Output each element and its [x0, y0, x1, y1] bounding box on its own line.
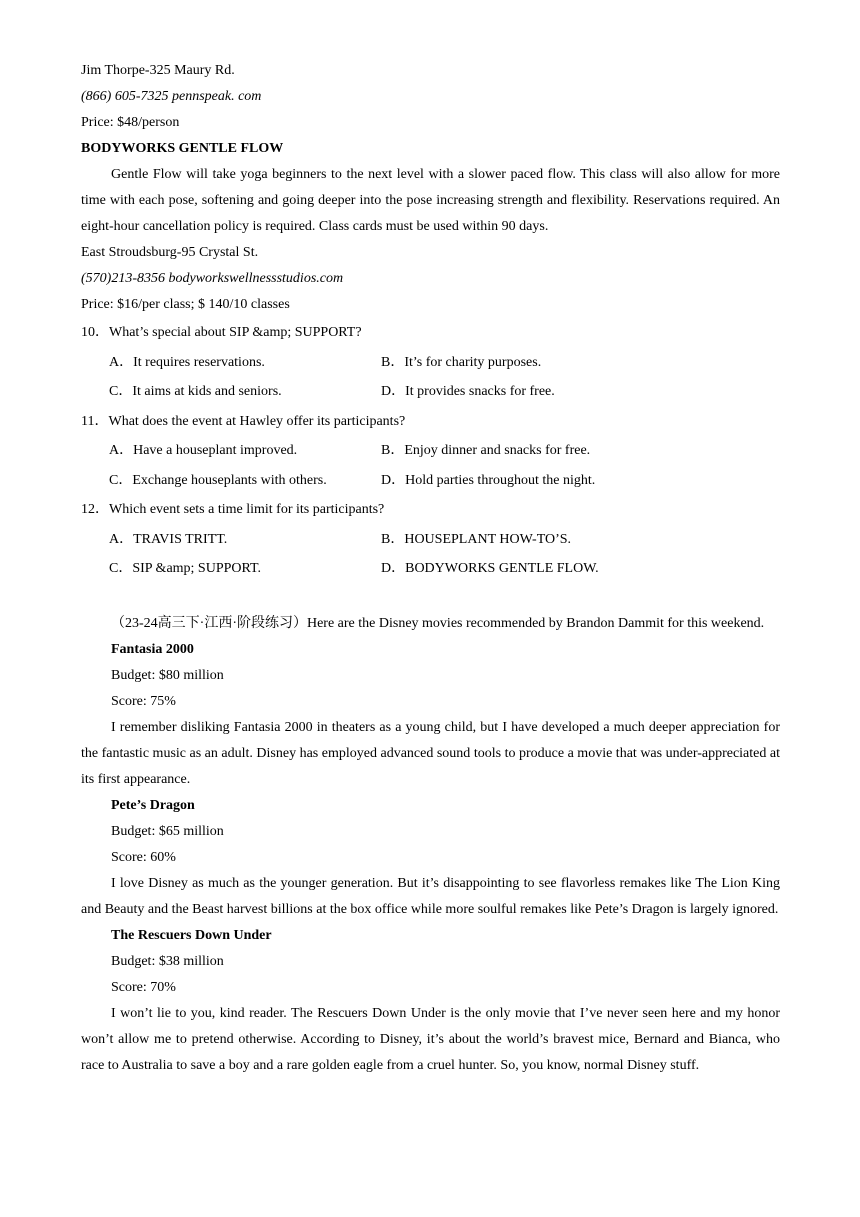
question-number: 12．	[81, 502, 109, 517]
bodyworks-contact: (570)213-8356 bodyworkswellnessstudios.com	[81, 271, 344, 286]
option-b: B．HOUSEPLANT HOW-TO’S.	[381, 531, 572, 547]
question-number: 11．	[81, 413, 109, 429]
option-row	[81, 436, 780, 466]
option-a: A．Have a houseplant improved.	[109, 443, 298, 458]
option-a: A．TRAVIS TRITT.	[109, 531, 228, 547]
movie-review: I remember disliking Fantasia 2000 in theaters as a young child, but I have developed a much deeper appreciation for the fantastic music as an adult. Disney has employed advanced sound tools to produce a movie that was under-appreciated at its first appearance.	[81, 719, 780, 787]
option-d: D．It provides snacks for free.	[381, 384, 555, 399]
section-gap	[81, 584, 780, 611]
movie-budget: Budget: $65 million	[111, 823, 224, 839]
question-stem	[81, 407, 780, 437]
option-b: B．Enjoy dinner and snacks for free.	[381, 443, 591, 458]
question-number: 10．	[81, 325, 109, 340]
movie-fantasia	[81, 637, 780, 793]
option-row	[81, 525, 780, 555]
top-entry-address: Jim Thorpe-325 Maury Rd.	[81, 63, 235, 78]
option-d: D．BODYWORKS GENTLE FLOW.	[381, 561, 599, 576]
question-text: What’s special about SIP &amp; SUPPORT?	[109, 325, 362, 340]
question-stem	[81, 495, 780, 525]
option-row	[81, 466, 780, 496]
option-row	[81, 348, 780, 378]
question-10	[81, 318, 780, 407]
option-c: C．SIP &amp; SUPPORT.	[109, 561, 262, 576]
option-c: C．Exchange houseplants with others.	[109, 472, 327, 488]
movie-review: I won’t lie to you, kind reader. The Rescuers Down Under is the only movie that I’ve never seen here and my honor won’t allow me to pretend otherwise. According to Disney, it’s about the world’s bravest mice, Bernard and Bianca, who race to Australia to save a boy and a rare golden eagle from a cruel hunter. So, you know, normal Disney stuff.	[81, 1005, 780, 1073]
bodyworks-description: Gentle Flow will take yoga beginners to the next level with a slower paced flow. This class will also allow for more time with each pose, softening and going deeper into the pose increasing strength and flexibility. Reservations required. An eight-hour cancellation policy is required. Class cards must be used within 90 days.	[81, 167, 780, 234]
question-12	[81, 495, 780, 584]
option-row	[81, 554, 780, 584]
bodyworks-title: BODYWORKS GENTLE FLOW	[81, 141, 284, 156]
option-b: B．It’s for charity purposes.	[381, 354, 542, 370]
question-text: What does the event at Hawley offer its participants?	[108, 413, 406, 429]
movie-title: The Rescuers Down Under	[111, 927, 272, 943]
option-c: C．It aims at kids and seniors.	[109, 384, 282, 399]
movie-score: Score: 70%	[111, 979, 176, 995]
movie-score: Score: 75%	[111, 693, 176, 709]
movie-rescuers	[81, 923, 780, 1079]
option-row	[81, 377, 780, 407]
top-entry-price: Price: $48/person	[81, 115, 180, 130]
question-stem	[81, 318, 780, 348]
passage-intro: （23-24高三下·江西·阶段练习）Here are the Disney movies recommended by Brandon Dammit for this weekend.	[111, 615, 765, 631]
movie-petes-dragon	[81, 793, 780, 923]
question-11	[81, 407, 780, 496]
movie-title: Fantasia 2000	[111, 641, 194, 657]
bodyworks-price: Price: $16/per class; $ 140/10 classes	[81, 297, 290, 312]
option-a: A．It requires reservations.	[109, 354, 265, 370]
movie-budget: Budget: $38 million	[111, 953, 224, 969]
option-d: D．Hold parties throughout the night.	[381, 472, 596, 488]
top-entry-contact: (866) 605-7325 pennspeak. com	[81, 89, 262, 104]
movie-score: Score: 60%	[111, 849, 176, 865]
question-text: Which event sets a time limit for its participants?	[109, 502, 385, 517]
movie-budget: Budget: $80 million	[111, 667, 224, 683]
movie-title: Pete’s Dragon	[111, 797, 195, 813]
movie-review: I love Disney as much as the younger generation. But it’s disappointing to see flavorless remakes like The Lion King and Beauty and the Beast harvest billions at the box office while more soulful remakes like Pete’s Dragon is largely ignored.	[81, 875, 780, 917]
bodyworks-address: East Stroudsburg-95 Crystal St.	[81, 245, 259, 260]
